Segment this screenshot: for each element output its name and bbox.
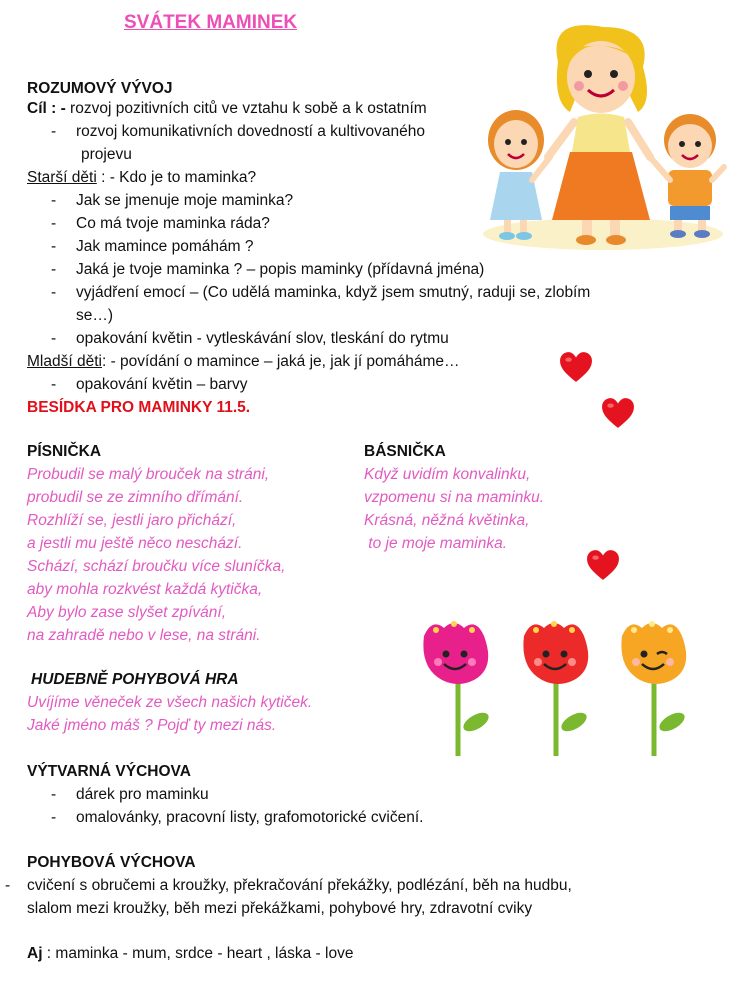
older-children-text: : - Kdo je to maminka? [96,169,257,186]
goal-text: rozvoj pozitivních citů ve vztahu k sobě a k ostatním [65,100,427,117]
list-item: Jak se jmenuje moje maminka? [76,192,294,209]
poem-line: vzpomenu si na maminku. [364,489,545,506]
list-item: opakování květin – barvy [76,376,248,393]
song-line: probudil se ze zimního dřímání. [27,489,244,506]
mother-children-illustration [478,22,728,254]
flower-pink-icon [414,618,494,758]
list-dash: - [51,376,57,393]
list-dash: - [51,192,57,209]
english-label: Aj [27,945,43,962]
music-game-line: Uvíjíme věneček ze všech našich kytiček. [27,694,313,711]
list-dash: - [51,215,57,232]
english-line [27,944,353,964]
list-dash: - [51,123,57,140]
list-item: Co má tvoje maminka ráda? [76,215,270,232]
page-title: SVÁTEK MAMINEK [124,12,298,33]
poem-line: Když uvidím konvalinku, [364,466,531,483]
pe-line: slalom mezi kroužky, běh mezi překážkami, pohybové hry, zdravotní cviky [27,900,533,917]
list-item: omalovánky, pracovní listy, grafomotorické cvičení. [76,809,424,826]
list-dash: - [51,786,57,803]
besidka-note: BESÍDKA PRO MAMINKY 11.5. [27,399,251,416]
poem-line: Krásná, něžná květinka, [364,512,530,529]
poem-heading: BÁSNIČKA [364,443,446,460]
song-line: a jestli mu ještě něco neschází. [27,535,243,552]
younger-children-line [27,352,459,372]
list-item: Jak mamince pomáhám ? [76,238,254,255]
goal-line [27,99,427,119]
list-item: vyjádření emocí – (Co udělá maminka, když jsem smutný, raduji se, zlobím [76,284,591,301]
list-item: dárek pro maminku [76,786,209,803]
older-children-label: Starší děti [27,169,97,186]
song-heading: PÍSNIČKA [27,443,102,460]
song-line: Probudil se malý brouček na stráni, [27,466,270,483]
music-game-heading: HUDEBNĚ POHYBOVÁ HRA [31,671,239,688]
list-dash: - [51,261,57,278]
list-item: Jaká je tvoje maminka ? – popis maminky (přídavná jména) [76,261,485,278]
english-text: : maminka - mum, srdce - heart , láska - love [42,945,354,962]
younger-children-label: Mladší děti [27,353,102,370]
list-item-continued: se…) [76,307,114,324]
list-dash: - [51,284,57,301]
poem-line: to je moje maminka. [364,535,507,552]
heart-icon [601,396,635,430]
heart-icon [586,548,620,582]
goal-item-line1: rozvoj komunikativních dovedností a kultivovaného [76,123,425,140]
list-dash: - [51,238,57,255]
goal-item-line2: projevu [81,146,132,163]
pe-heading: POHYBOVÁ VÝCHOVA [27,854,196,871]
art-heading: VÝTVARNÁ VÝCHOVA [27,763,191,780]
flower-red-icon [514,618,594,758]
section-heading-rozumovy: ROZUMOVÝ VÝVOJ [27,80,173,97]
older-children-line [27,168,256,188]
goal-label: Cíl : - [27,100,66,117]
song-line: Schází, schází broučku více sluníčka, [27,558,286,575]
song-line: na zahradě nebo v lese, na stráni. [27,627,261,644]
song-line: Rozhlíží se, jestli jaro přichází, [27,512,237,529]
song-line: Aby bylo zase slyšet zpívání, [27,604,227,621]
pe-line: cvičení s obručemi a kroužky, překračování překážky, podlézání, běh na hudbu, [27,877,572,894]
younger-children-text: : - povídání o mamince – jaká je, jak jí pomáháme… [101,353,460,370]
music-game-line: Jaké jméno máš ? Pojď ty mezi nás. [27,717,277,734]
list-dash: - [5,877,11,894]
flower-orange-icon [612,618,692,758]
song-line: aby mohla rozkvést každá kytička, [27,581,263,598]
list-dash: - [51,330,57,347]
list-item: opakování květin - vytleskávání slov, tleskání do rytmu [76,330,449,347]
heart-icon [559,350,593,384]
list-dash: - [51,809,57,826]
